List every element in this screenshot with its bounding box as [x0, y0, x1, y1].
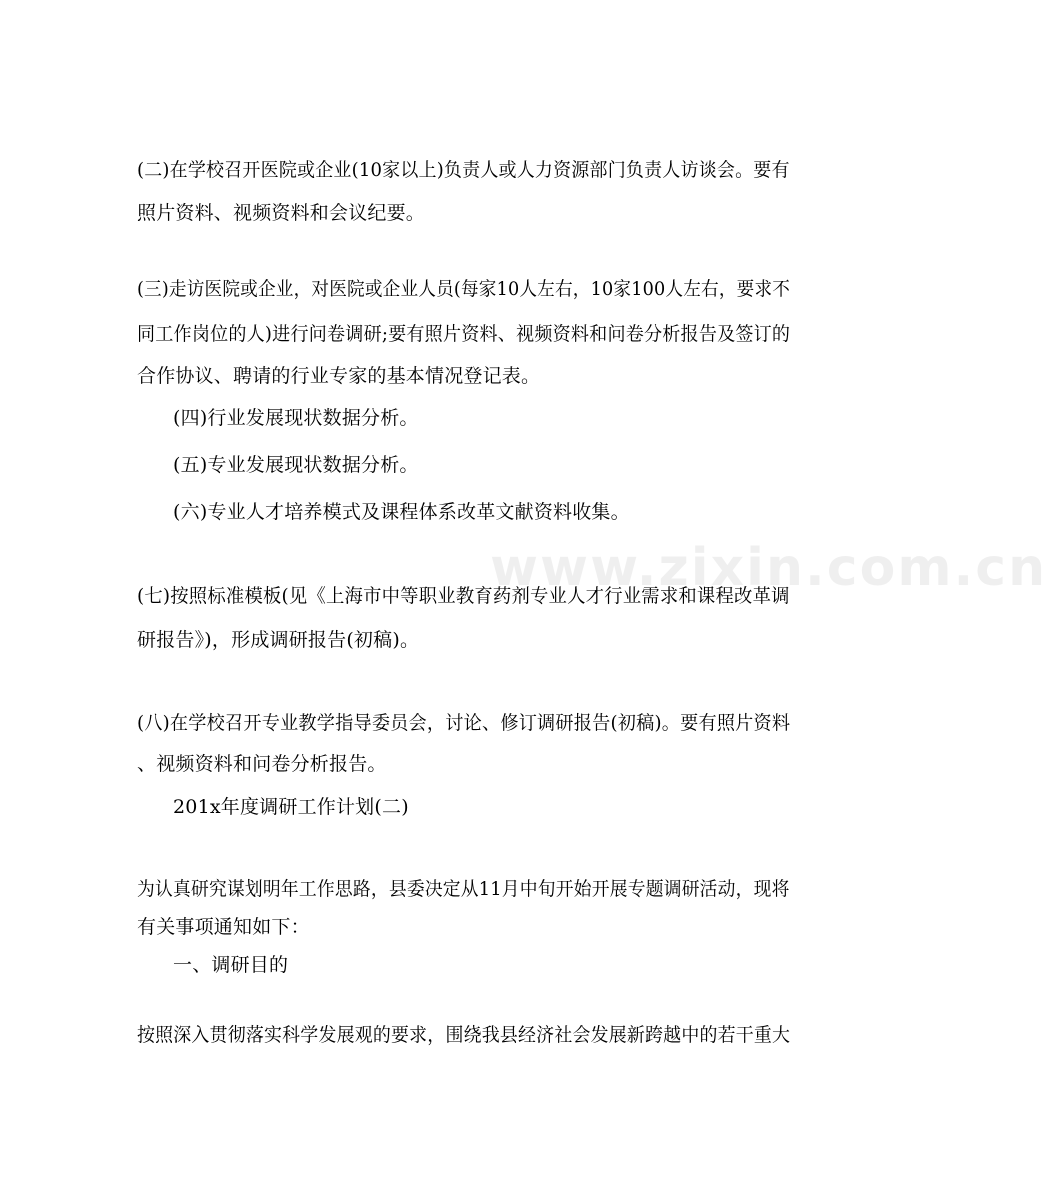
item-8-line-2: 、视频资料和问卷分析报告。 — [137, 753, 387, 775]
document-subtitle: 201x年度调研工作计划(二) — [173, 796, 409, 818]
item-6: (六)专业人才培养模式及课程体系改革文献资料收集。 — [173, 501, 630, 523]
intro-line-2: 有关事项通知如下： — [137, 916, 310, 938]
intro-line-1: 为认真研究谋划明年工作思路，县委决定从11月中旬开始开展专题调研活动，现将 — [137, 878, 790, 900]
item-3-line-3: 合作协议、聘请的行业专家的基本情况登记表。 — [137, 365, 541, 387]
item-7-line-1: (七)按照标准模板(见《上海市中等职业教育药剂专业人才行业需求和课程改革调 — [137, 585, 790, 607]
item-7-line-2: 研报告》)，形成调研报告(初稿)。 — [137, 629, 420, 651]
item-3-line-2: 同工作岗位的人)进行问卷调研;要有照片资料、视频资料和问卷分析报告及签订的 — [137, 323, 791, 345]
item-2-line-2: 照片资料、视频资料和会议纪要。 — [137, 202, 426, 224]
watermark: www.zixin.com.cn — [490, 538, 1047, 598]
item-2-line-1: (二)在学校召开医院或企业(10家以上)负责人或人力资源部门负责人访谈会。要有 — [137, 159, 790, 181]
section-heading-1: 一、调研目的 — [173, 954, 289, 976]
item-4: (四)行业发展现状数据分析。 — [173, 407, 419, 429]
item-8-line-1: (八)在学校召开专业教学指导委员会，讨论、修订调研报告(初稿)。要有照片资料 — [137, 712, 791, 734]
body-line-1: 按照深入贯彻落实科学发展观的要求，围绕我县经济社会发展新跨越中的若干重大 — [137, 1024, 791, 1046]
item-3-line-1: (三)走访医院或企业，对医院或企业人员(每家10人左右，10家100人左右，要求不 — [137, 278, 791, 300]
item-5: (五)专业发展现状数据分析。 — [173, 454, 419, 476]
